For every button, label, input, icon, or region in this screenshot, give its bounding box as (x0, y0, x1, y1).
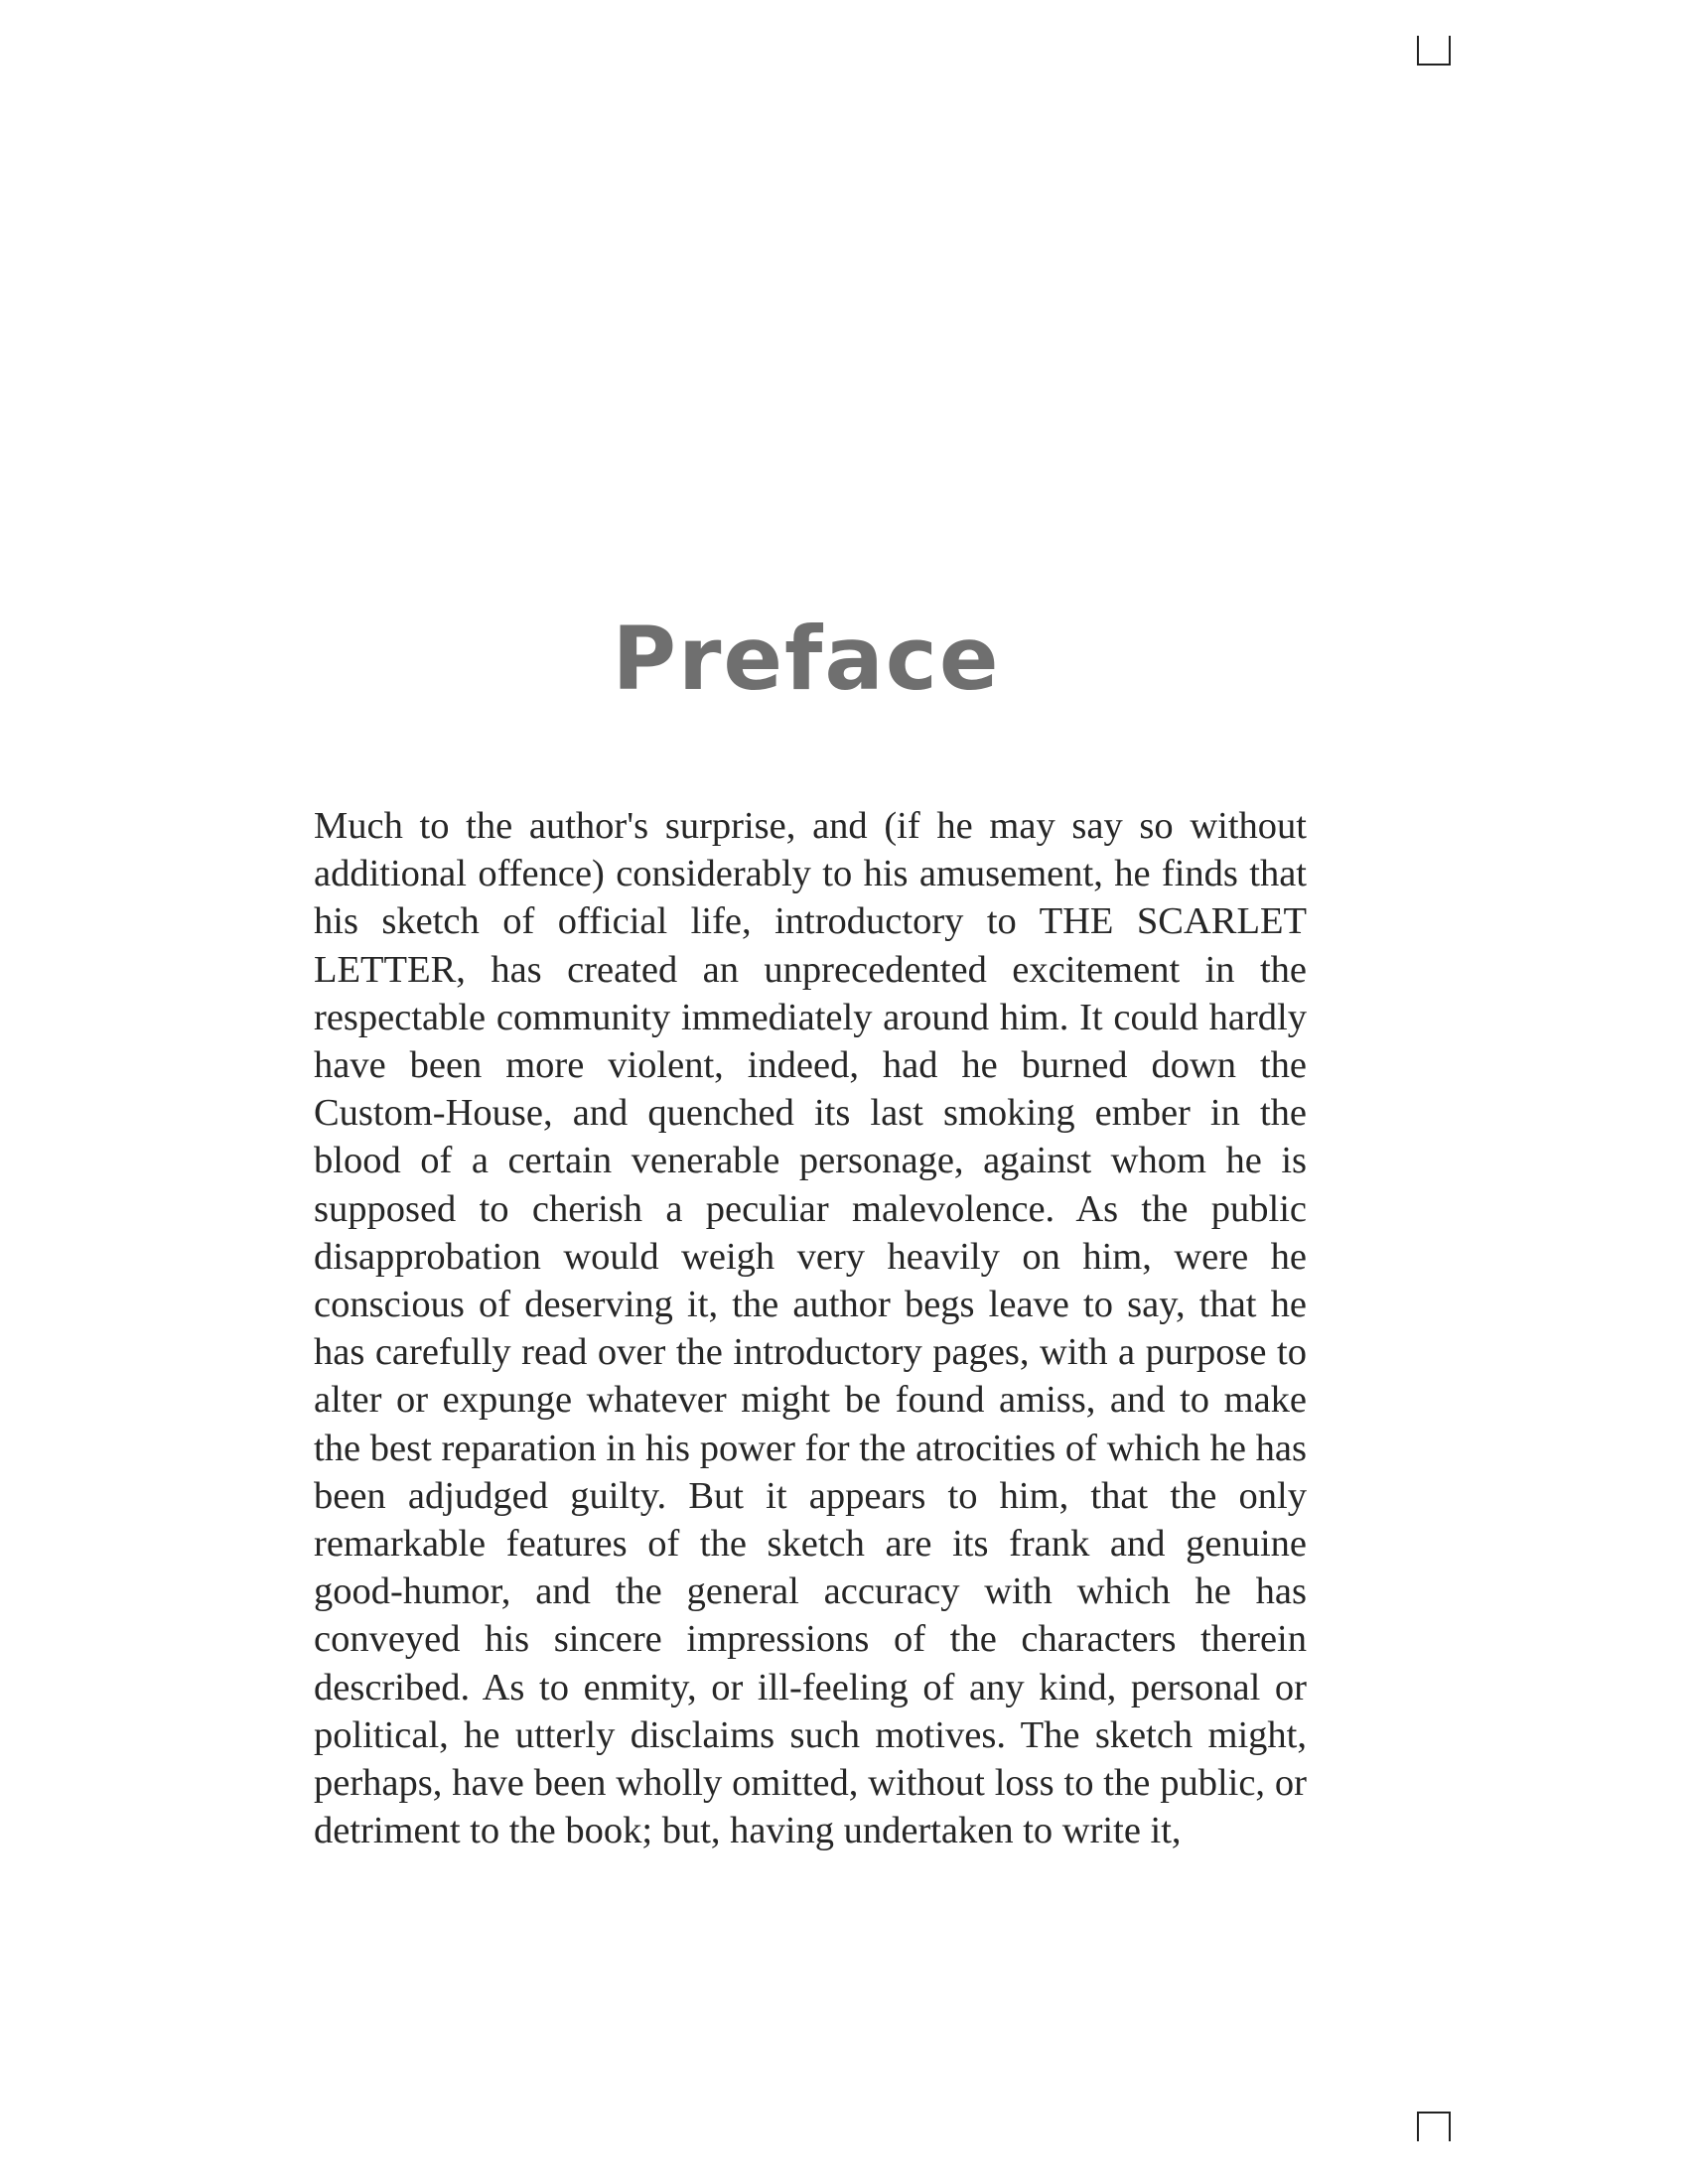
crop-mark-top-right (1417, 36, 1451, 66)
crop-mark-bottom-right (1417, 2112, 1451, 2141)
preface-body-text: Much to the author's surprise, and (if he may say so without additional offence) considerably to his amusement, he finds that his sketch of official life, introductory to THE SCARLET LETTER, has created an unprecedented excitement in the respectable community immediately around him. It could hardly have been more violent, indeed, had he burned down the Custom-House, and quenched its last smoking ember in the blood of a certain venerable personage, against whom he is supposed to cherish a peculiar malevolence. As the public disapprobation would weigh very heavily on him, were he conscious of deserving it, the author begs leave to say, that he has carefully read over the introductory pages, with a purpose to alter or expunge whatever might be found amiss, and to make the best reparation in his power for the atrocities of which he has been adjudged guilty. But it appears to him, that the only remarkable features of the sketch are its frank and genuine good-humor, and the general accuracy with which he has conveyed his sincere impressions of the characters therein described. As to enmity, or ill-feeling of any kind, personal or political, he utterly disclaims such motives. The sketch might, perhaps, have been wholly omitted, without loss to the public, or detriment to the book; but, having undertaken to write it, (314, 805, 1307, 1852)
page-title: Preface (612, 608, 1001, 710)
